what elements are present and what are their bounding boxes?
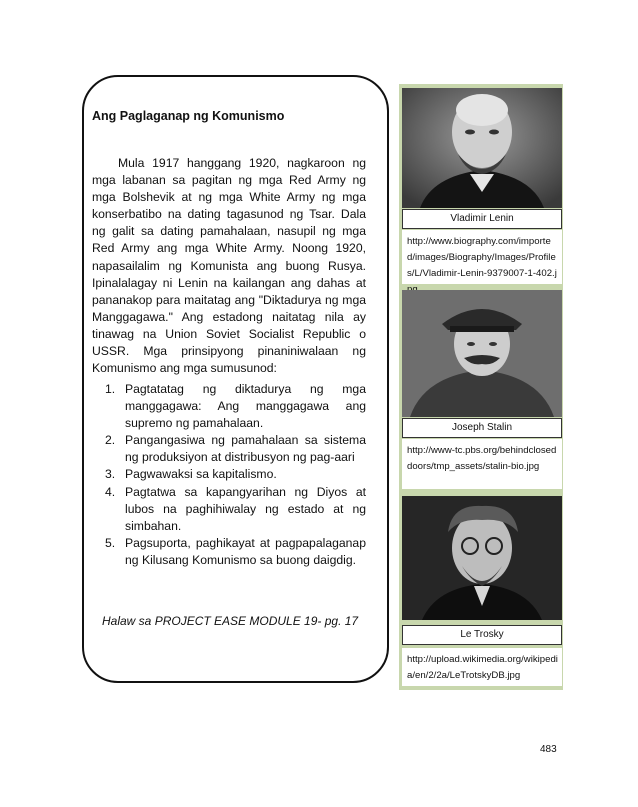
- list-item: 2. Pangangasiwa ng pamahalaan sa sistema ng produksiyon at distribusyon ng pag-aari: [105, 433, 366, 465]
- caption-trotsky: Le Trosky: [402, 625, 562, 645]
- trotsky-portrait: [402, 496, 562, 620]
- url-lenin[interactable]: http://www.biography.com/imported/images/Biography/Images/Profiles/L/Vladimir-Lenin-9379007-1-402.j: [402, 230, 562, 284]
- list-item: 4. Pagtatwa sa kapangyarihan ng Diyos at lubos na paghihiwalay ng estado at ng simbahan.: [105, 484, 366, 533]
- body-paragraph: Mula 1917 hanggang 1920, nagkaroon ng mga labanan sa pagitan ng mga Red Army ng mga Bolshevik at ng mga White Army ng mga konserbatibo na dating tagasunod ng Tsar. Dala ng galit sa dating pamahalaan, nasupil ng mga Red Army ang mga White Army. Noong 1920, napasailalim ng Komunista ang buong Rusya. Ipinalalagay ni Lenin na kailangan ang dahas at pananakop para maitatag ang "Diktadurya ng mga Manggagawa." Ang estadong naitatag nila ay tinawag na Union Soviet Socialist Republic o USSR. Mga prinsipyong pinaniniwalaan ng Komunismo ang mga sumusunod:: [92, 156, 366, 376]
- list-item: 1. Pagtatatag ng diktadurya ng mga manggagawa: Ang manggagawa ang supremo ng pamahalaan.: [105, 382, 366, 431]
- caption-lenin: Vladimir Lenin: [402, 209, 562, 229]
- caption-stalin: Joseph Stalin: [402, 418, 562, 438]
- list-item: 5. Pagsuporta, paghikayat at pagpapalaganap ng Kilusang Komunismo sa buong daigdig.: [105, 535, 366, 567]
- principles-list: [92, 381, 366, 569]
- lenin-portrait: [402, 88, 562, 208]
- page-number: 483: [540, 744, 557, 755]
- url-trotsky[interactable]: http://upload.wikimedia.org/wikipedia/en/2/2a/LeTrotskyDB.jpg: [402, 648, 562, 686]
- section-title: Ang Paglaganap ng Komunismo: [92, 109, 285, 123]
- source-note: Halaw sa PROJECT EASE MODULE 19- pg. 17: [102, 614, 359, 628]
- stalin-portrait: [402, 290, 562, 417]
- url-stalin[interactable]: http://www-tc.pbs.org/behindcloseddoors/tmp_assets/stalin-bio.jpg: [402, 439, 562, 489]
- list-item: 3. Pagwawaksi sa kapitalismo.: [105, 467, 277, 482]
